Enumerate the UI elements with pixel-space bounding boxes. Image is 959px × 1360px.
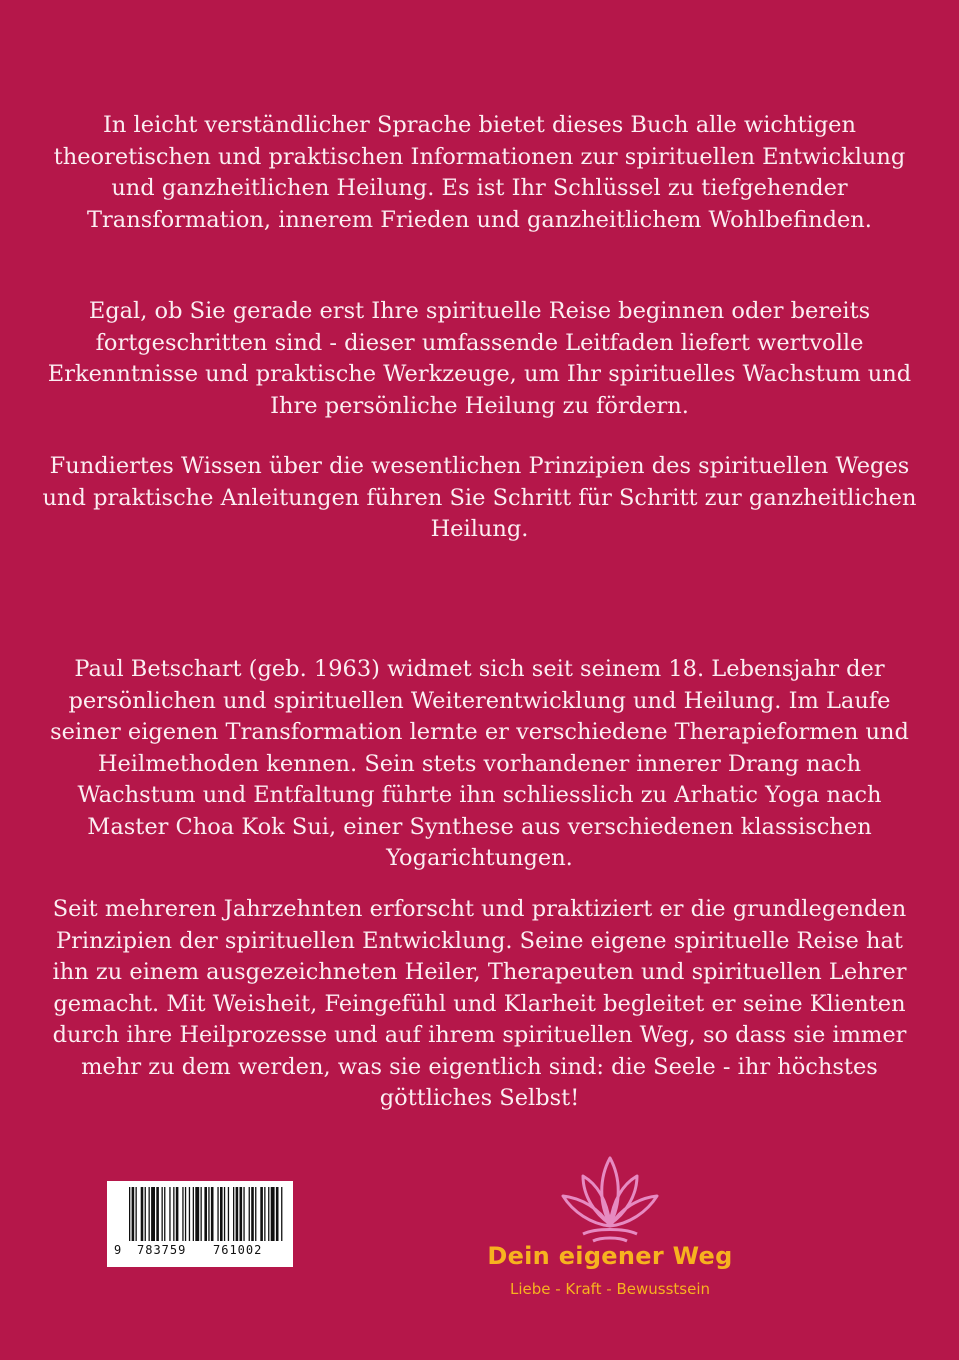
barcode-bar (281, 1187, 282, 1241)
barcode-bar (136, 1187, 137, 1241)
barcode-bar (141, 1187, 144, 1241)
barcode-bar (151, 1187, 155, 1241)
barcode-bar (169, 1187, 170, 1241)
barcode-bar (182, 1187, 183, 1241)
barcode-bar (264, 1187, 265, 1241)
barcode-bar (156, 1187, 159, 1241)
blurb-paragraph-3: Fundiertes Wissen über die wesentlichen Prinzipien des spirituellen Weges und praktische Anleitungen führen Sie Schritt für Schritt zur ganzheitlichen Heilung. (42, 453, 917, 542)
barcode-digits (107, 1243, 293, 1263)
barcode-bar (243, 1187, 244, 1241)
barcode-bar (129, 1187, 130, 1241)
barcode-bar (145, 1187, 146, 1241)
barcode-bar (236, 1187, 239, 1241)
barcode-bar (173, 1187, 174, 1241)
isbn-barcode (107, 1181, 293, 1267)
barcode-bar (255, 1187, 256, 1241)
barcode-first-digit: 9 (114, 1243, 122, 1257)
barcode-bar (164, 1187, 165, 1241)
barcode-bar (260, 1187, 263, 1241)
barcode-bar (176, 1187, 179, 1241)
author-paragraph-2: Seit mehreren Jahrzehnten erforscht und praktiziert er die grundlegenden Prinzipien der spirituellen Entwicklung. Seine eigene spirituelle Reise hat ihn zu einem ausgezeichneten Heiler, Therapeuten und spirituellen Lehrer gemacht. Mit Weisheit, Feingefühl und Klarheit begleitet er seine Klienten durch ihre Heilprozesse und auf ihrem spirituellen Weg, so dass sie immer mehr zu dem werden, was sie eigentlich sind: die Seele - ihr höchstes göttliches Selbst! (52, 896, 907, 1111)
blurb-paragraph-1: In leicht verständlicher Sprache bietet dieses Buch alle wichtigen theoretischen und praktischen Informationen zur spirituellen Entwicklung und ganzheitlichen Heilung. Es ist Ihr Schlüssel zu tiefgehender Transformation, innerem Frieden und ganzheitlichem Wohlbefinden. (53, 112, 906, 233)
barcode-bar (249, 1187, 250, 1241)
barcode-bar (268, 1187, 269, 1241)
barcode-bar (185, 1187, 186, 1241)
barcode-bar (217, 1187, 218, 1241)
barcode-bar (189, 1187, 190, 1241)
barcode-bar (228, 1187, 229, 1241)
barcode-bar (251, 1187, 254, 1241)
barcode-bar (240, 1187, 243, 1241)
barcode-right-group: 761002 (213, 1243, 263, 1257)
barcode-bar (233, 1187, 234, 1241)
blurb-paragraph-2: Egal, ob Sie gerade erst Ihre spirituelle Reise beginnen oder bereits fortgeschritten sind - dieser umfassende Leitfaden liefert wertvolle Erkenntnisse und praktische Werkzeuge, um Ihr spirituelles Wachstum und Ihre persönliche Heilung zu fördern. (47, 298, 912, 419)
barcode-bar (224, 1187, 225, 1241)
barcode-bar (271, 1187, 275, 1241)
barcode-bar (204, 1187, 207, 1241)
barcode-bars (107, 1181, 293, 1245)
logo-name: Dein eigener Weg (487, 1242, 733, 1270)
barcode-bar (193, 1187, 194, 1241)
barcode-bar (149, 1187, 150, 1241)
barcode-bar (132, 1187, 135, 1241)
lotus-icon (555, 1152, 665, 1244)
author-paragraph-1: Paul Betschart (geb. 1963) widmet sich seit seinem 18. Lebensjahr der persönlichen und spirituellen Weiterentwicklung und Heilung. Im Laufe seiner eigenen Transformation lernte er verschiedene Therapieformen und Heilmethoden kennen. Sein stets vorhandener innerer Drang nach Wachstum und Entfaltung führte ihn schliesslich zu Arhatic Yoga nach Master Choa Kok Sui, einer Synthese aus verschiedenen klassischen Yogarichtungen. (50, 656, 909, 871)
barcode-bar (195, 1187, 199, 1241)
barcode-left-group: 783759 (137, 1243, 187, 1257)
barcode-bar (162, 1187, 163, 1241)
publisher-logo (470, 1152, 750, 1312)
barcode-bar (276, 1187, 279, 1241)
barcode-bar (220, 1187, 223, 1241)
logo-tagline: Liebe - Kraft - Bewusstsein (509, 1280, 711, 1298)
barcode-bar (201, 1187, 202, 1241)
barcode-bar (211, 1187, 214, 1241)
barcode-bar (208, 1187, 209, 1241)
